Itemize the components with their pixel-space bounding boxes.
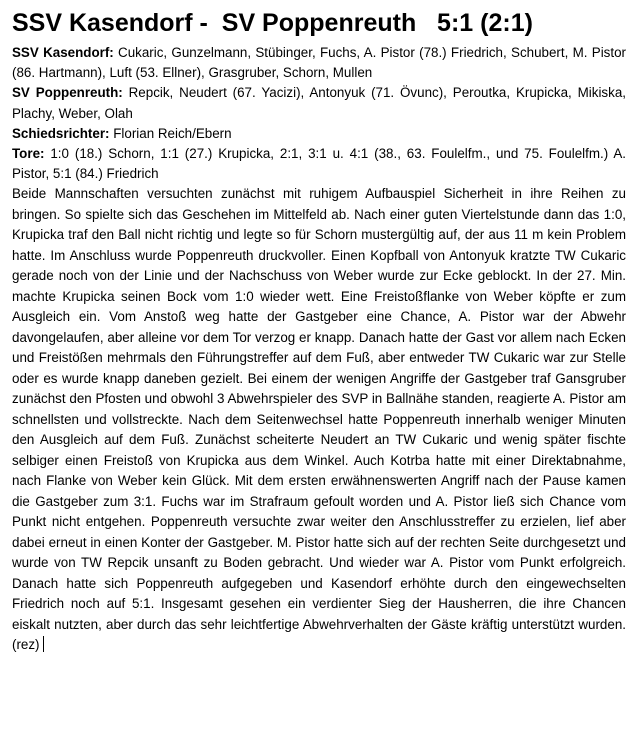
goals-text: 1:0 (18.) Schorn, 1:1 (27.) Krupicka, 2:1, 3:1 u. 4:1 (38., 63. Foulelfm., und 75. Foulelfm.) A. Pistor, 5:1 (84.) Friedrich (12, 146, 626, 182)
goals-line (12, 144, 626, 184)
match-report (12, 184, 626, 656)
referee-label: Schiedsrichter: (12, 125, 110, 141)
goals-label: Tore: (12, 146, 45, 162)
lineup-away (12, 83, 626, 123)
lineup-home (12, 43, 626, 83)
referee-line (12, 124, 626, 144)
text-cursor (43, 636, 44, 652)
match-headline: SSV Kasendorf - SV Poppenreuth 5:1 (2:1) (12, 9, 533, 37)
lineup-away-text: Repcik, Neudert (67. Yacizi), Antonyuk (71. Övunc), Peroutka, Krupicka, Mikiska, Plachy, Weber, Olah (12, 85, 626, 121)
referee-text: Florian Reich/Ebern (109, 125, 232, 141)
lineup-away-label: SV Poppenreuth: (12, 85, 123, 101)
lineup-home-label: SSV Kasendorf: (12, 45, 114, 60)
lineup-home-text: Cukaric, Gunzelmann, Stübinger, Fuchs, A. Pistor (78.) Friedrich, Schubert, M. Pistor (86. Hartmann), Luft (53. Ellner), Grasgruber, Schorn, Mullen (12, 45, 626, 81)
match-report-text: Beide Mannschaften versuchten zunächst mit ruhigem Aufbauspiel Sicherheit in ihre Reihen zu bringen. So spielte sich das Geschehen im Mittelfeld ab. Nach einer guten Viertelstunde dann das 1:0, Krupicka traf den Ball nicht richtig und legte so für Schorn mustergültig auf, der aus 11 m kein Problem hatte. Im Anschluss wurde Poppenreuth druckvoller. Einen Kopfball von Antonyuk kratzte TW Cukaric gerade noch von der Linie und der Nachschuss von Weber wurde zur Ecke geblockt. In der 27. Min. machte Krupicka seinen Bock vom 1:0 wieder wett. Eine Freistoßflanke von Weber köpfte er zum Ausgleich ein. Vom Anstoß weg hatte der Gastgeber eine Chance, A. Pistor war der Abwehr davongelaufen, aber alleine vor dem Tor verzog er knapp. Danach hatte der Gast vor allem nach Ecken und Freistößen mehrmals den Führungstreffer auf dem Fuß, aber entweder TW Cukaric war zur Stelle oder es wurde knapp daneben gezielt. Bei einem der wenigen Angriffe der Gastgeber traf Gansgruber zunächst den Pfosten und obwohl 3 Abwehrspieler des SVP in Ballnähe standen, reagierte A. Pistor am schnellsten und vollstreckte. Nach dem Seitenwechsel hatte Poppenreuth innerhalb weniger Minuten den Ausgleich auf dem Fuß. Zunächst scheiterte Neudert an TW Cukaric und wenig später fischte selbiger einen Freistoß von Krupicka aus dem Winkel. Auch Kotrba hatte mit einer Direktabnahme, nach Flanke von Weber kein Glück. Mit dem ersten erwähnenswerten Angriff nach der Pause kamen die Gastgeber zum 3:1. Fuchs war im Strafraum gefoult worden und A. Pistor ließ sich Chance vom Punkt nicht entgehen. Poppenreuth versuchte zwar weiter den Anschlusstreffer zu erzielen, lief aber dabei erneut in einen Konter der Gastgeber. M. Pistor hatte sich auf der rechten Seite durchgesetzt und wurde von TW Repcik unsanft zu Boden gebracht. Und wieder war A. Pistor vom Punkt erfolgreich. Danach hatte sich Poppenreuth aufgegeben und Kasendorf erhöhte durch den eingewechselten Friedrich noch auf 5:1. Insgesamt gesehen ein verdienter Sieg der Hausherren, die ihre Chancen eiskalt nutzten, aber durch das sehr leichtfertige Abwehrverhalten der Gäste kräftig unterstützt wurden. (rez) (12, 186, 626, 653)
document-page (12, 6, 626, 656)
